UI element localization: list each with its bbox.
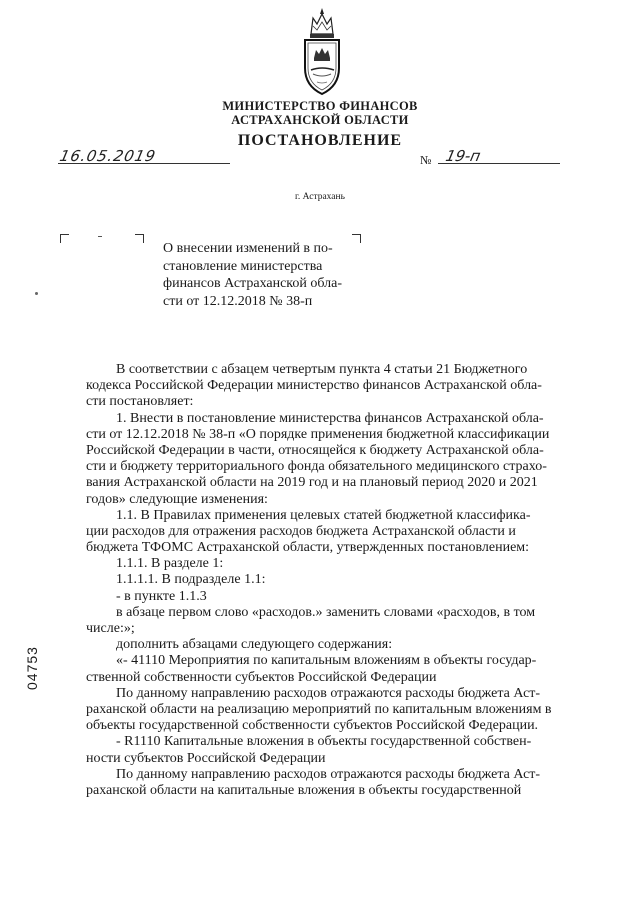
body-line: сти и бюджету территориального фонда обязательного медицинского страхо- — [86, 459, 547, 475]
body-line: ции расходов для отражения расходов бюджета Астраханской области и — [86, 523, 516, 539]
document-type-title: ПОСТАНОВЛЕНИЕ — [237, 132, 403, 149]
subject-corner-mark — [60, 234, 69, 243]
registration-side-mark: 04753 — [24, 646, 40, 690]
subject-block — [163, 240, 363, 310]
body-line: Российской Федерации в части, относящейся к бюджету Астраханской обла- — [86, 442, 544, 458]
body-line: сти от 12.12.2018 № 38-п «О порядке применения бюджетной классификации — [86, 426, 550, 442]
body-line: По данному направлению расходов отражаются расходы бюджета Аст- — [116, 766, 541, 782]
decree-body — [86, 362, 610, 799]
body-line: кодекса Российской Федерации министерство финансов Астраханской обла- — [86, 378, 542, 394]
subject-tick-mark — [98, 236, 102, 237]
number-label: № — [420, 153, 432, 167]
body-line: ности субъектов Российской Федерации — [86, 750, 326, 766]
body-line: объекты государственной собственности субъектов Российской Федерации. — [86, 718, 539, 734]
body-line: 1.1.1.1. В подразделе 1.1: — [116, 572, 266, 588]
body-line: По данному направлению расходов отражаются расходы бюджета Аст- — [116, 685, 541, 701]
body-line: В соответствии с абзацем четвертым пункта 4 статьи 21 Бюджетного — [116, 362, 528, 377]
body-line: вания Астраханской области на 2019 год и на плановый период 2020 и 2021 — [86, 475, 538, 491]
body-line: раханской области на реализацию мероприятий по капитальным вложениям в — [86, 701, 552, 717]
subject-line: сти от 12.12.2018 № 38-п — [163, 293, 313, 309]
margin-dot — [35, 292, 38, 295]
body-line: сти постановляет: — [86, 394, 194, 410]
city-name: г. Астрахань — [295, 192, 345, 202]
body-line: «- 41110 Мероприятия по капитальным вложениям в объекты государ- — [116, 653, 537, 669]
body-line: раханской области на капитальные вложения в объекты государственной — [86, 782, 522, 798]
subject-line: становление министерства — [163, 258, 323, 274]
decree-number: 19-п — [444, 147, 483, 165]
body-line: - в пункте 1.1.3 — [116, 588, 207, 604]
coat-of-arms-emblem — [297, 6, 347, 98]
body-line: 1.1. В Правилах применения целевых статей бюджетной классифика- — [116, 507, 531, 523]
decree-date: 16.05.2019 — [58, 147, 158, 165]
subject-line: финансов Астраханской обла- — [163, 276, 343, 291]
body-line: дополнить абзацами следующего содержания: — [116, 637, 393, 653]
body-line: ственной собственности субъектов Российской Федерации — [86, 669, 437, 685]
body-line: 1. Внести в постановление министерства финансов Астраханской обла- — [116, 410, 544, 426]
body-line: годов» следующие изменения: — [86, 491, 268, 507]
body-line: числе:»; — [86, 621, 135, 636]
number-underline — [438, 163, 560, 164]
ministry-name-line2: АСТРАХАНСКОЙ ОБЛАСТИ — [231, 113, 409, 127]
body-line: - R1110 Капитальные вложения в объекты государственной собствен- — [116, 734, 532, 750]
body-line: в абзаце первом слово «расходов.» заменить словами «расходов, в том — [116, 604, 536, 620]
body-line: бюджета ТФОМС Астраханской области, утвержденных постановлением: — [86, 540, 530, 556]
body-line: 1.1.1. В разделе 1: — [116, 556, 224, 572]
subject-corner-mark — [135, 234, 144, 243]
date-underline — [58, 163, 230, 164]
ministry-name-line1: МИНИСТЕРСТВО ФИНАНСОВ — [222, 99, 418, 113]
subject-line: О внесении изменений в по- — [163, 241, 333, 256]
